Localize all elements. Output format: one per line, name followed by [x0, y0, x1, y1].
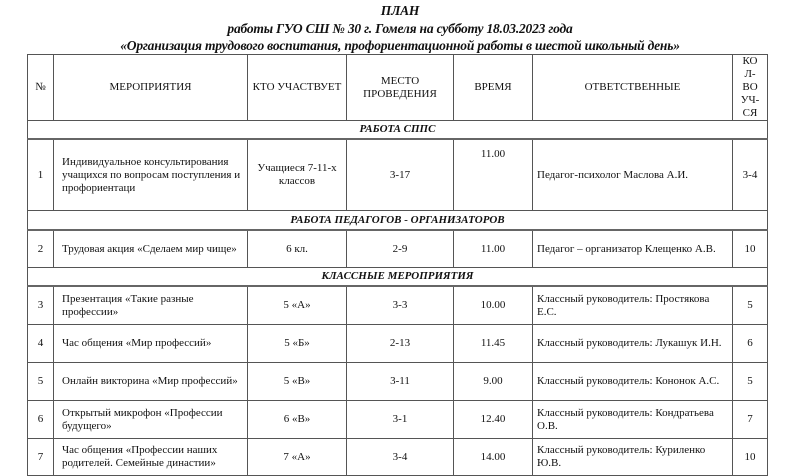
document-title	[0, 2, 800, 55]
cell-place: 3-3	[347, 286, 454, 325]
cell-time: 11.00	[454, 139, 533, 211]
cell-who: 6 кл.	[248, 230, 347, 268]
cell-place: 2-9	[347, 230, 454, 268]
header-num: №	[28, 55, 54, 121]
cell-num: 4	[28, 325, 54, 363]
table-row	[28, 401, 768, 439]
cell-responsible: Педагог – организатор Клещенко А.В.	[533, 230, 733, 268]
cell-count: 5	[733, 286, 768, 325]
title-plan: ПЛАН	[380, 3, 420, 18]
cell-place: 3-1	[347, 401, 454, 439]
table-header-row	[28, 55, 768, 121]
cell-count: 7	[733, 401, 768, 439]
cell-num: 6	[28, 401, 54, 439]
table-row	[28, 325, 768, 363]
title-theme: «Организация трудового воспитания, профориентационной работы в шестой школьный день»	[120, 38, 680, 53]
cell-time: 9.00	[454, 363, 533, 401]
table-row	[28, 286, 768, 325]
cell-time: 14.00	[454, 439, 533, 476]
section-title: КЛАССНЫЕ МЕРОПРИЯТИЯ	[28, 268, 768, 287]
cell-responsible: Классный руководитель: Простякова Е.С.	[533, 286, 733, 325]
section-row	[28, 268, 768, 287]
cell-who: 5 «А»	[248, 286, 347, 325]
cell-time: 11.00	[454, 230, 533, 268]
cell-num: 7	[28, 439, 54, 476]
table-row	[28, 439, 768, 476]
plan-table	[27, 54, 768, 476]
title-subtitle: работы ГУО СШ № 30 г. Гомеля на субботу 18.03.2023 года	[227, 20, 573, 36]
header-count: КО Л- ВО УЧ- СЯ	[733, 55, 768, 121]
cell-count: 5	[733, 363, 768, 401]
cell-who: 5 «Б»	[248, 325, 347, 363]
cell-responsible: Классный руководитель: Кононок А.С.	[533, 363, 733, 401]
cell-time: 12.40	[454, 401, 533, 439]
section-title: РАБОТА СППС	[28, 121, 768, 140]
cell-responsible: Классный руководитель: Лукашук И.Н.	[533, 325, 733, 363]
cell-num: 1	[28, 139, 54, 211]
cell-count: 3-4	[733, 139, 768, 211]
cell-num: 5	[28, 363, 54, 401]
cell-event: Трудовая акция «Сделаем мир чище»	[54, 230, 248, 268]
cell-who: 5 «В»	[248, 363, 347, 401]
table-row	[28, 230, 768, 268]
header-time: ВРЕМЯ	[454, 55, 533, 121]
cell-event: Онлайн викторина «Мир профессий»	[54, 363, 248, 401]
cell-place: 3-4	[347, 439, 454, 476]
table-row	[28, 139, 768, 211]
cell-num: 3	[28, 286, 54, 325]
cell-responsible: Классный руководитель: Кондратьева О.В.	[533, 401, 733, 439]
header-event: МЕРОПРИЯТИЯ	[54, 55, 248, 121]
cell-event: Индивидуальное консультирования учащихся по вопросам поступления и профориентаци	[54, 139, 248, 211]
cell-event: Открытый микрофон «Профессии будущего»	[54, 401, 248, 439]
cell-who: Учащиеся 7-11-х классов	[248, 139, 347, 211]
cell-event: Час общения «Профессии наших родителей. Семейные династии»	[54, 439, 248, 476]
cell-time: 10.00	[454, 286, 533, 325]
cell-time: 11.45	[454, 325, 533, 363]
section-row	[28, 121, 768, 140]
table-row	[28, 363, 768, 401]
cell-num: 2	[28, 230, 54, 268]
cell-place: 3-17	[347, 139, 454, 211]
cell-who: 6 «В»	[248, 401, 347, 439]
header-responsible: ОТВЕТСТВЕННЫЕ	[533, 55, 733, 121]
cell-event: Час общения «Мир профессий»	[54, 325, 248, 363]
cell-count: 6	[733, 325, 768, 363]
cell-count: 10	[733, 230, 768, 268]
cell-place: 2-13	[347, 325, 454, 363]
cell-event: Презентация «Такие разные профессии»	[54, 286, 248, 325]
cell-responsible: Классный руководитель: Куриленко Ю.В.	[533, 439, 733, 476]
section-row	[28, 211, 768, 231]
cell-count: 10	[733, 439, 768, 476]
header-place: МЕСТО ПРОВЕДЕНИЯ	[347, 55, 454, 121]
section-title: РАБОТА ПЕДАГОГОВ - ОРГАНИЗАТОРОВ	[28, 211, 768, 231]
cell-responsible: Педагог-психолог Маслова А.И.	[533, 139, 733, 211]
cell-place: 3-11	[347, 363, 454, 401]
cell-who: 7 «А»	[248, 439, 347, 476]
header-who: КТО УЧАСТВУЕТ	[248, 55, 347, 121]
